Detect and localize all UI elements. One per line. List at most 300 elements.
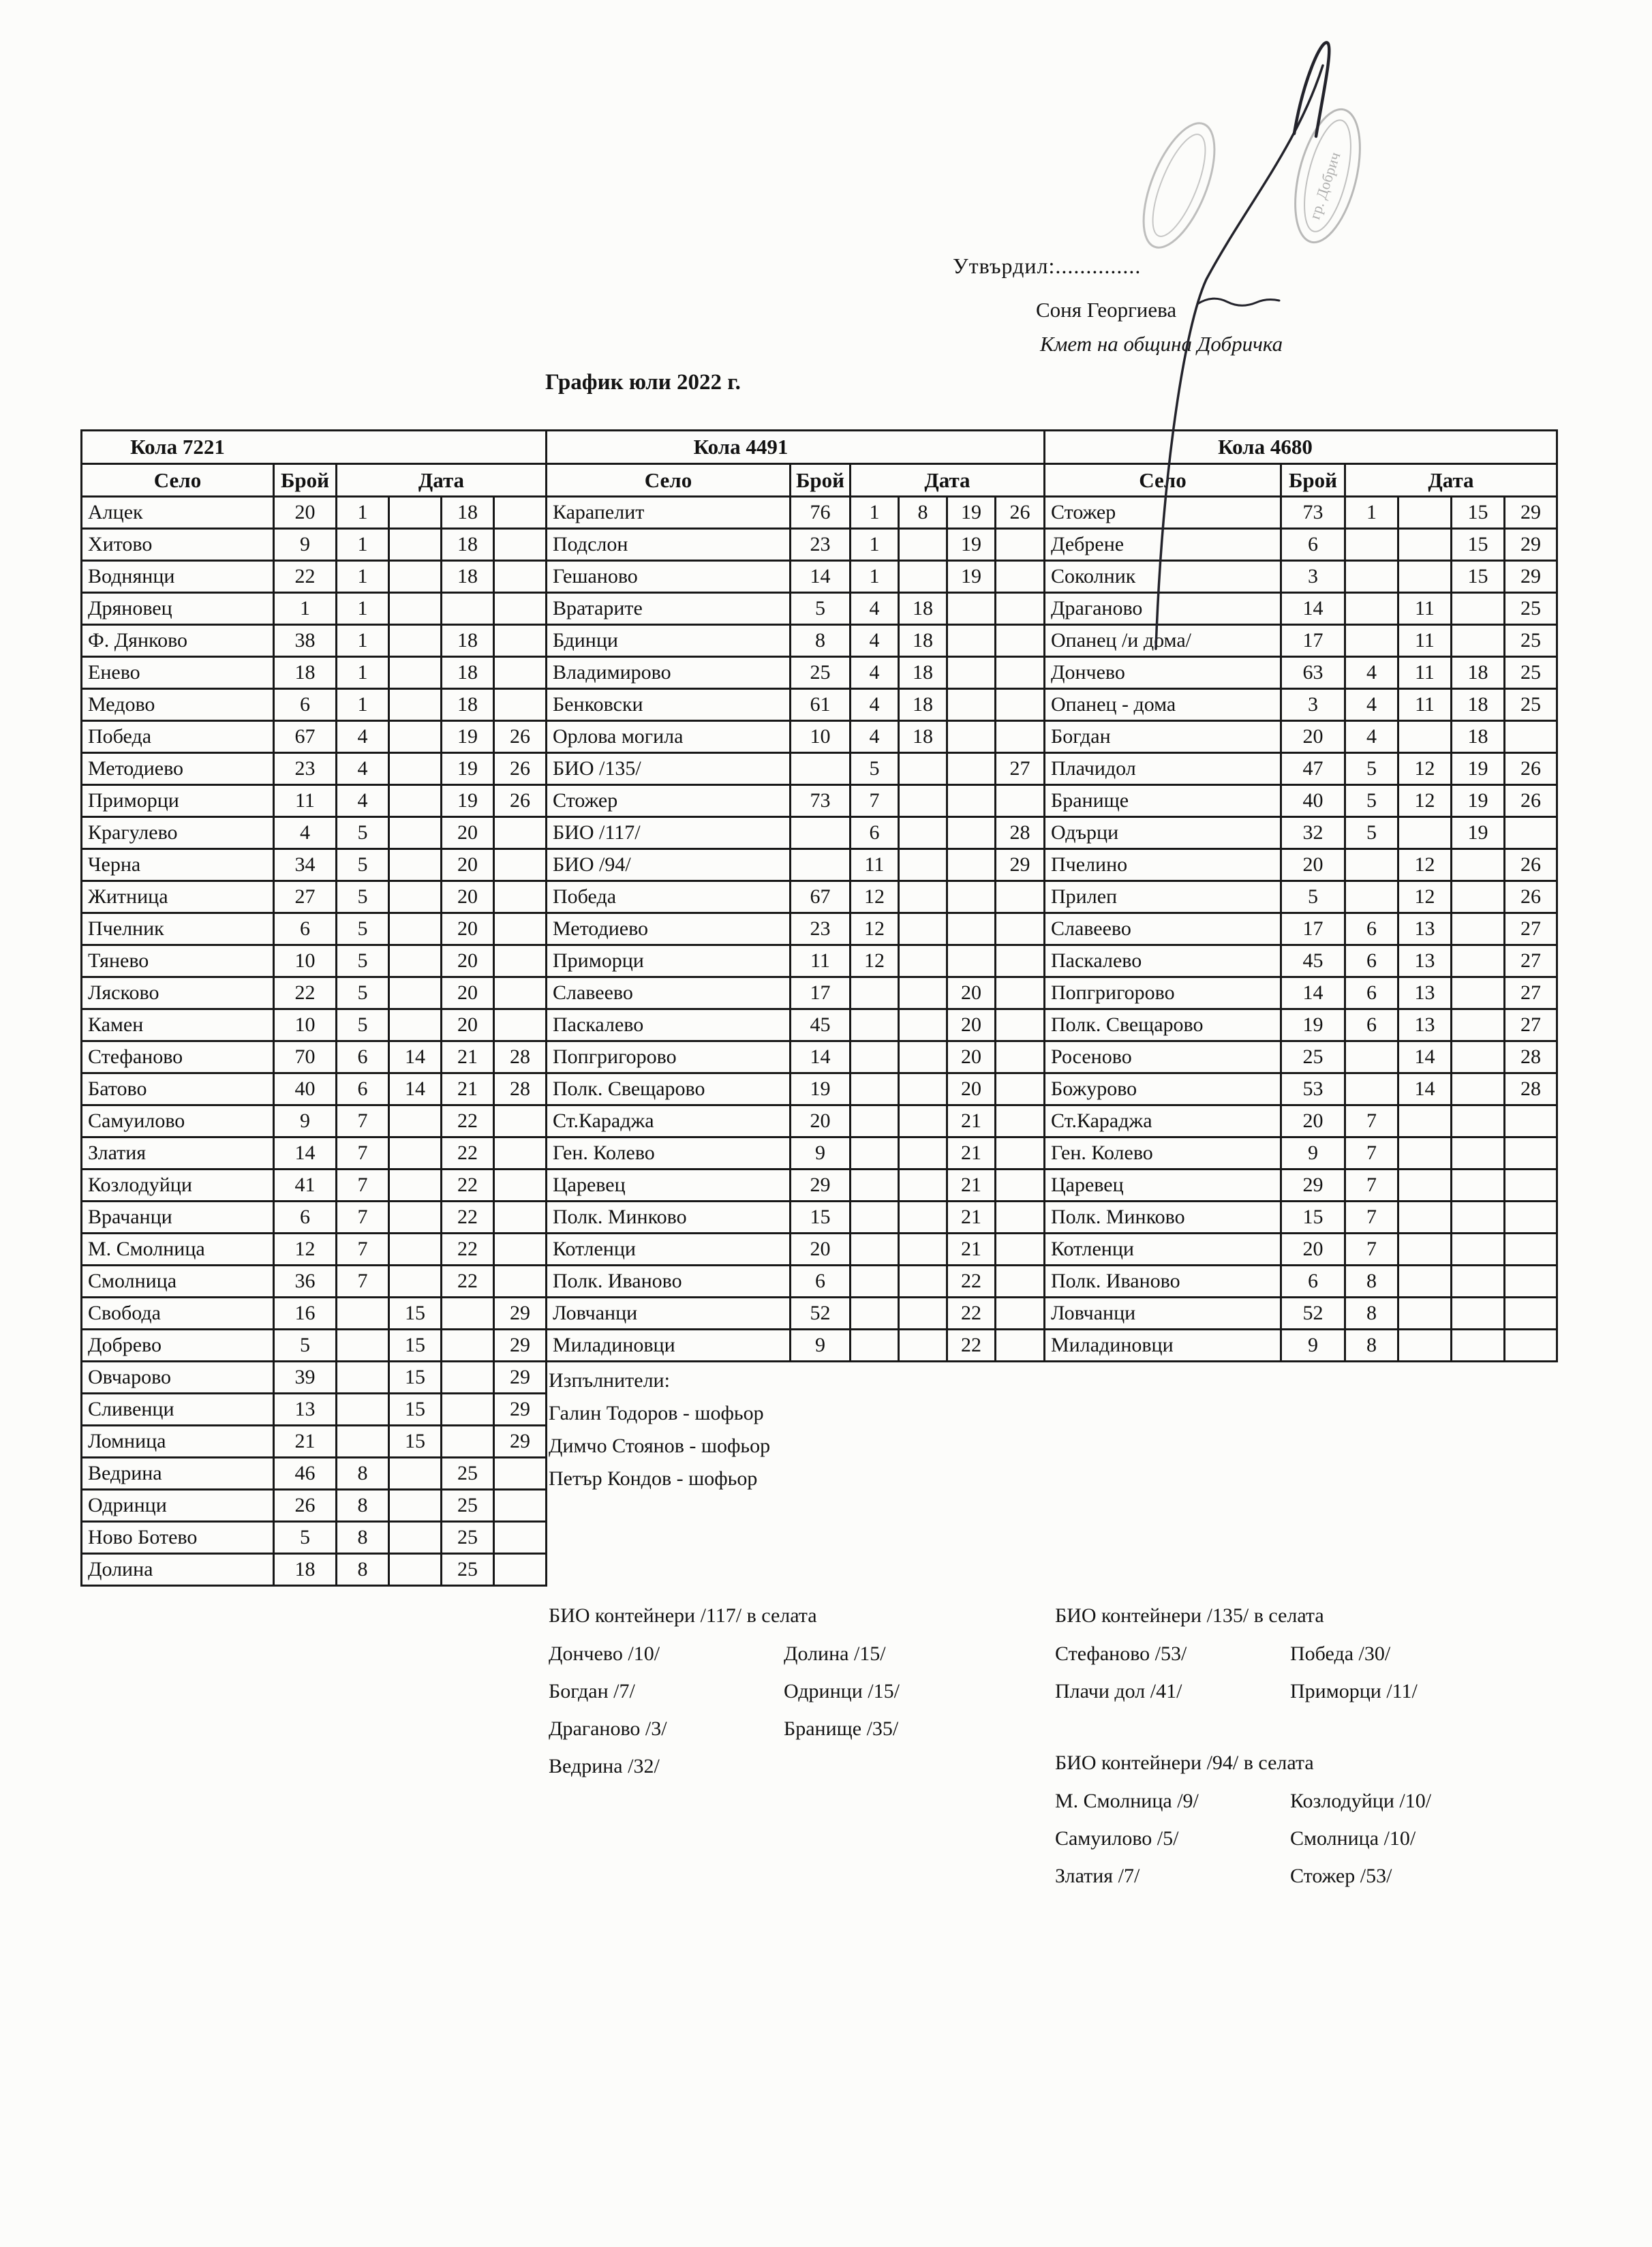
village-cell: Котленци [547,1234,791,1266]
village-cell: Методиево [547,913,791,945]
date-cell [899,529,947,561]
col-header-date: Дата [337,464,547,497]
date-cell: 7 [337,1234,389,1266]
count-cell: 23 [791,913,851,945]
round-stamp-left [1129,114,1229,257]
village-cell: Приморци [82,785,274,817]
table-row [547,1041,1045,1073]
table-row [82,913,547,945]
table-row [82,657,547,689]
village-cell: Тянево [82,945,274,977]
date-cell: 1 [851,561,899,593]
count-cell: 14 [1281,977,1345,1009]
date-cell: 18 [899,657,947,689]
date-cell: 22 [442,1234,494,1266]
date-cell [1452,1298,1505,1330]
date-cell [996,1073,1045,1105]
date-cell: 13 [1398,913,1452,945]
table-row [82,1041,547,1073]
date-cell [1452,1202,1505,1234]
table-row [1045,1202,1557,1234]
table-row [547,1202,1045,1234]
date-cell: 20 [947,1009,996,1041]
date-cell [947,721,996,753]
count-cell: 6 [791,1266,851,1298]
table-row [82,1009,547,1041]
village-cell: Батово [82,1073,274,1105]
date-cell [337,1394,389,1426]
date-cell [947,689,996,721]
date-cell [494,1266,547,1298]
bio-item: Драганово /3/ [549,1717,667,1740]
table-row [547,913,1045,945]
table-row [82,561,547,593]
table-row [82,529,547,561]
date-cell [996,1330,1045,1362]
date-cell [996,1298,1045,1330]
village-cell: Паскалево [547,1009,791,1041]
date-cell [996,1170,1045,1202]
count-cell: 11 [791,945,851,977]
date-cell [1452,1073,1505,1105]
table-row [1045,1105,1557,1137]
executor-item: Галин Тодоров - шофьор [549,1402,764,1424]
date-cell: 5 [337,945,389,977]
date-cell [1398,529,1452,561]
date-cell: 4 [337,721,389,753]
date-cell [851,1298,899,1330]
village-cell: Соколник [1045,561,1281,593]
count-cell: 61 [791,689,851,721]
table-row [1045,817,1557,849]
date-cell: 29 [494,1426,547,1458]
date-cell [899,849,947,881]
date-cell: 18 [442,657,494,689]
date-cell: 8 [1345,1330,1398,1362]
date-cell [996,1137,1045,1170]
date-cell [1398,1137,1452,1170]
village-cell: Ген. Колево [547,1137,791,1170]
bio-item: Златия /7/ [1055,1865,1140,1887]
date-cell: 7 [851,785,899,817]
date-cell: 19 [1452,785,1505,817]
date-cell [442,1330,494,1362]
count-cell: 12 [274,1234,337,1266]
date-cell: 22 [947,1330,996,1362]
date-cell [947,625,996,657]
date-cell [1452,625,1505,657]
count-cell: 9 [791,1330,851,1362]
table-row [82,785,547,817]
date-cell: 21 [442,1073,494,1105]
date-cell: 22 [442,1202,494,1234]
col-header-village: Село [547,464,791,497]
date-cell [996,529,1045,561]
date-cell [389,1202,442,1234]
date-cell: 26 [1505,849,1557,881]
date-cell [851,1105,899,1137]
date-cell [494,1458,547,1490]
bio-item: Стефаново /53/ [1055,1642,1187,1665]
date-cell: 19 [947,529,996,561]
date-cell: 19 [947,497,996,529]
date-cell [494,881,547,913]
count-cell: 9 [1281,1137,1345,1170]
table-row [82,1362,547,1394]
date-cell: 26 [996,497,1045,529]
village-cell: Царевец [1045,1170,1281,1202]
approver-title: Кмет на община Добричка [1040,332,1283,356]
bio-item: Богдан /7/ [549,1680,635,1702]
date-cell: 1 [851,529,899,561]
count-cell: 73 [1281,497,1345,529]
village-cell: Приморци [547,945,791,977]
count-cell: 19 [791,1073,851,1105]
village-cell: Ловчанци [547,1298,791,1330]
date-cell [442,1362,494,1394]
count-cell: 26 [274,1490,337,1522]
count-cell: 63 [1281,657,1345,689]
village-cell: Плачидол [1045,753,1281,785]
date-cell: 12 [1398,849,1452,881]
date-cell: 7 [337,1137,389,1170]
table-row [82,721,547,753]
table-row [1045,1041,1557,1073]
count-cell: 52 [791,1298,851,1330]
date-cell: 1 [851,497,899,529]
date-cell [1505,1234,1557,1266]
date-cell [442,1298,494,1330]
table-row [547,689,1045,721]
date-cell: 12 [851,913,899,945]
bio-item: Одринци /15/ [784,1680,900,1702]
date-cell [1452,1266,1505,1298]
table-row [82,945,547,977]
count-cell: 19 [1281,1009,1345,1041]
date-cell: 4 [1345,657,1398,689]
date-cell [442,1394,494,1426]
count-cell: 40 [274,1073,337,1105]
table-row [547,1298,1045,1330]
date-cell: 8 [337,1554,389,1586]
date-cell: 20 [442,977,494,1009]
date-cell: 25 [442,1522,494,1554]
table-row [547,593,1045,625]
count-cell: 5 [274,1522,337,1554]
date-cell: 5 [851,753,899,785]
date-cell: 26 [1505,881,1557,913]
table-row [1045,1009,1557,1041]
count-cell: 20 [1281,1234,1345,1266]
date-cell [996,721,1045,753]
date-cell [1452,881,1505,913]
date-cell [899,753,947,785]
count-cell: 4 [274,817,337,849]
date-cell [494,529,547,561]
date-cell [851,1041,899,1073]
date-cell [389,1522,442,1554]
village-cell: Бенковски [547,689,791,721]
date-cell: 11 [1398,625,1452,657]
count-cell: 27 [274,881,337,913]
date-cell: 4 [337,785,389,817]
date-cell: 18 [1452,689,1505,721]
signature-flourish [1294,42,1329,136]
village-cell: Полк. Минково [547,1202,791,1234]
table-row [547,497,1045,529]
village-cell: Миладиновци [547,1330,791,1362]
date-cell [337,1362,389,1394]
signature-squiggle [1197,299,1279,305]
date-cell: 27 [996,753,1045,785]
date-cell: 4 [851,625,899,657]
date-cell [899,1105,947,1137]
count-cell: 20 [1281,721,1345,753]
date-cell [1505,1105,1557,1137]
schedule-table-2 [545,429,1045,1362]
table-row [547,1234,1045,1266]
village-cell: Пчелино [1045,849,1281,881]
village-cell: Паскалево [1045,945,1281,977]
date-cell [1345,849,1398,881]
col-header-village: Село [82,464,274,497]
date-cell [1452,1009,1505,1041]
count-cell: 18 [274,1554,337,1586]
date-cell: 15 [1452,561,1505,593]
date-cell: 1 [337,657,389,689]
table-row [1045,721,1557,753]
date-cell [1398,1266,1452,1298]
date-cell [389,1554,442,1586]
date-cell: 21 [947,1137,996,1170]
date-cell [996,1234,1045,1266]
date-cell: 25 [1505,689,1557,721]
col-header-date: Дата [1345,464,1557,497]
date-cell [1398,1202,1452,1234]
count-cell: 23 [791,529,851,561]
date-cell [1345,1041,1398,1073]
date-cell [494,1234,547,1266]
table-row [1045,977,1557,1009]
date-cell: 1 [1345,497,1398,529]
date-cell: 5 [337,1009,389,1041]
count-cell: 22 [274,977,337,1009]
table-row [1045,849,1557,881]
date-cell [947,657,996,689]
date-cell [1398,497,1452,529]
date-cell [389,593,442,625]
count-cell: 9 [1281,1330,1345,1362]
date-cell [1505,1266,1557,1298]
count-cell: 29 [791,1170,851,1202]
village-cell: Алцек [82,497,274,529]
date-cell [442,593,494,625]
date-cell [1505,817,1557,849]
table-row [82,1202,547,1234]
village-cell: Ловчанци [1045,1298,1281,1330]
date-cell [851,1073,899,1105]
date-cell: 1 [337,529,389,561]
date-cell [1452,913,1505,945]
village-cell: Подслон [547,529,791,561]
date-cell [389,881,442,913]
date-cell [947,593,996,625]
date-cell: 15 [389,1298,442,1330]
count-cell: 8 [791,625,851,657]
count-cell: 76 [791,497,851,529]
col-header-count: Брой [1281,464,1345,497]
date-cell: 25 [1505,593,1557,625]
date-cell [389,849,442,881]
date-cell [947,817,996,849]
date-cell [1452,1234,1505,1266]
date-cell [1398,817,1452,849]
village-cell: Хитово [82,529,274,561]
count-cell: 29 [1281,1170,1345,1202]
village-cell: Овчарово [82,1362,274,1394]
date-cell: 12 [1398,785,1452,817]
table-row [82,1458,547,1490]
date-cell [389,785,442,817]
village-cell: Божурово [1045,1073,1281,1105]
count-cell: 14 [791,1041,851,1073]
date-cell [494,561,547,593]
village-cell: Владимирово [547,657,791,689]
date-cell [494,657,547,689]
date-cell: 20 [947,1073,996,1105]
bio-section-94 [1055,1750,1552,1889]
date-cell: 6 [1345,977,1398,1009]
count-cell: 14 [791,561,851,593]
count-cell [791,849,851,881]
date-cell: 28 [494,1073,547,1105]
date-cell: 27 [1505,1009,1557,1041]
date-cell: 8 [337,1458,389,1490]
table-row [82,593,547,625]
count-cell: 9 [274,1105,337,1137]
count-cell: 39 [274,1362,337,1394]
date-cell [996,625,1045,657]
count-cell: 46 [274,1458,337,1490]
village-cell: Камен [82,1009,274,1041]
date-cell: 20 [442,1009,494,1041]
date-cell: 29 [494,1298,547,1330]
table-row [547,529,1045,561]
date-cell [947,785,996,817]
date-cell [1398,1170,1452,1202]
date-cell: 12 [1398,881,1452,913]
date-cell [494,1009,547,1041]
date-cell: 18 [899,593,947,625]
village-cell: Дряновец [82,593,274,625]
date-cell [494,593,547,625]
table-row [547,849,1045,881]
date-cell [899,1137,947,1170]
count-cell: 45 [1281,945,1345,977]
village-cell: Житница [82,881,274,913]
date-cell: 25 [1505,625,1557,657]
date-cell: 19 [442,785,494,817]
table-row [547,1105,1045,1137]
date-cell: 22 [442,1105,494,1137]
col-header-count: Брой [274,464,337,497]
count-cell: 20 [791,1105,851,1137]
date-cell: 6 [1345,945,1398,977]
village-cell: Одринци [82,1490,274,1522]
count-cell: 67 [274,721,337,753]
date-cell: 5 [337,977,389,1009]
village-cell: Богдан [1045,721,1281,753]
count-cell: 6 [274,1202,337,1234]
date-cell: 29 [996,849,1045,881]
date-cell [389,1105,442,1137]
table-row [547,1330,1045,1362]
village-cell: Карапелит [547,497,791,529]
date-cell [996,913,1045,945]
village-cell: Бранище [1045,785,1281,817]
date-cell [899,785,947,817]
village-cell: Стожер [1045,497,1281,529]
date-cell [389,1458,442,1490]
executors-block [549,1364,770,1495]
date-cell: 20 [442,817,494,849]
village-cell: Черна [82,849,274,881]
date-cell: 18 [1452,721,1505,753]
village-cell: Орлова могила [547,721,791,753]
village-cell: Ст.Караджа [1045,1105,1281,1137]
date-cell [996,561,1045,593]
bio-item: Смолница /10/ [1290,1827,1416,1850]
village-cell: Ведрина [82,1458,274,1490]
col-header-date: Дата [851,464,1045,497]
executor-item: Петър Кондов - шофьор [549,1467,758,1490]
date-cell [389,1170,442,1202]
table-row [82,1137,547,1170]
count-cell: 40 [1281,785,1345,817]
table-row [82,1490,547,1522]
count-cell: 38 [274,625,337,657]
bio-item: Долина /15/ [784,1642,886,1665]
date-cell: 7 [1345,1234,1398,1266]
date-cell: 22 [442,1137,494,1170]
date-cell [996,1202,1045,1234]
table-row [547,561,1045,593]
bio-section-title: БИО контейнери /135/ в селата [1055,1604,1324,1627]
date-cell: 4 [1345,721,1398,753]
village-cell: Славеево [1045,913,1281,945]
village-cell: БИО /135/ [547,753,791,785]
date-cell [899,1202,947,1234]
village-cell: Полк. Иваново [1045,1266,1281,1298]
date-cell [494,689,547,721]
count-cell: 14 [1281,593,1345,625]
date-cell [1345,529,1398,561]
count-cell: 41 [274,1170,337,1202]
count-cell: 17 [1281,913,1345,945]
count-cell [791,753,851,785]
table-row [1045,1234,1557,1266]
bio-item: Ведрина /32/ [549,1755,660,1777]
date-cell [389,1490,442,1522]
table-row [1045,1266,1557,1298]
bio-section-135 [1055,1603,1552,1705]
date-cell [1505,1137,1557,1170]
date-cell: 22 [442,1266,494,1298]
date-cell: 26 [1505,785,1557,817]
count-cell: 20 [1281,1105,1345,1137]
date-cell [1452,1170,1505,1202]
date-cell: 7 [337,1105,389,1137]
